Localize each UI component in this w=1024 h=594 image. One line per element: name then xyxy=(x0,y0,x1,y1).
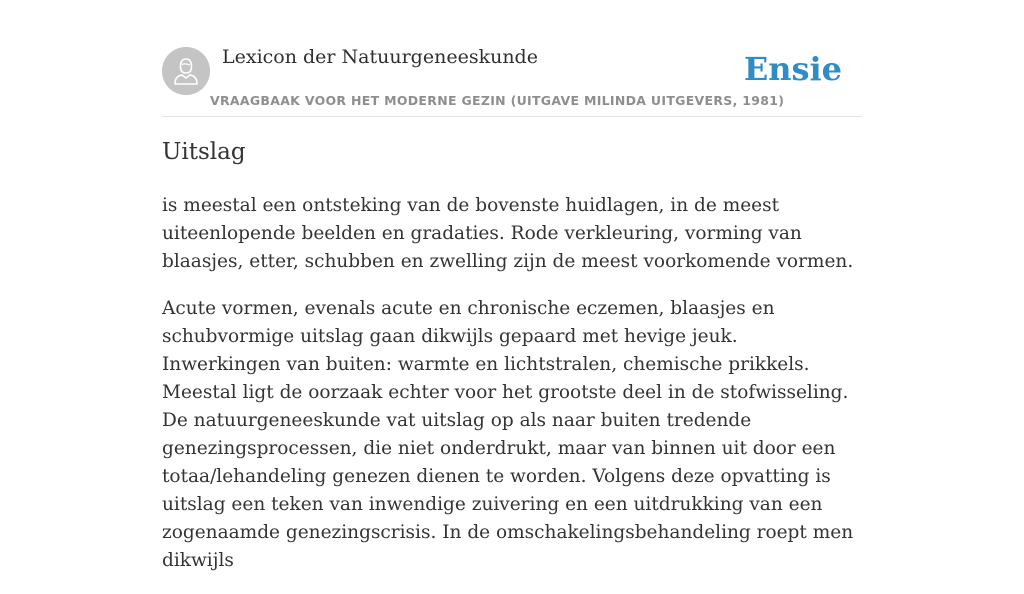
page xyxy=(162,0,862,571)
entry-paragraph: is meestal een ontsteking van de bovenste huidlagen, in de meest uiteenlopende beelden en gradaties. Rode verkleuring, vorming van blaasjes, etter, schubben en zwelling zijn de meest voorkomende vormen. xyxy=(162,195,854,272)
entry-body xyxy=(162,192,862,594)
avatar-silhouette xyxy=(162,47,210,95)
entry-title: Uitslag xyxy=(162,139,246,165)
user-silhouette-icon[interactable] xyxy=(162,47,210,95)
book-title[interactable]: Lexicon der Natuurgeneeskunde xyxy=(222,46,538,68)
ensie-logo[interactable]: Ensie xyxy=(743,50,842,88)
header xyxy=(162,0,862,117)
entry-paragraph: Acute vormen, evenals acute en chronische eczemen, blaasjes en schubvormige uitslag gaan dikwijls gepaard met hevige jeuk. Inwerkingen van buiten: warmte en lichtstralen, chemische prikkels. Meestal ligt de oorzaak echter voor het grootste deel in de stofwisseling. De natuurgeneeskunde vat uitslag op als naar buiten tredende genezingsprocessen, die niet onderdrukt, maar van binnen uit door een totaa/lehandeling genezen dienen te worden. Volgens deze opvatting is uitslag een teken van inwendige zuivering en een uitdrukking van een zogenaamde genezingscrisis. In de omschakelingsbehandeling roept men dikwijls xyxy=(162,298,854,571)
book-subtitle: VRAAGBAAK VOOR HET MODERNE GEZIN (UITGAVE MILINDA UITGEVERS, 1981) xyxy=(210,93,785,108)
